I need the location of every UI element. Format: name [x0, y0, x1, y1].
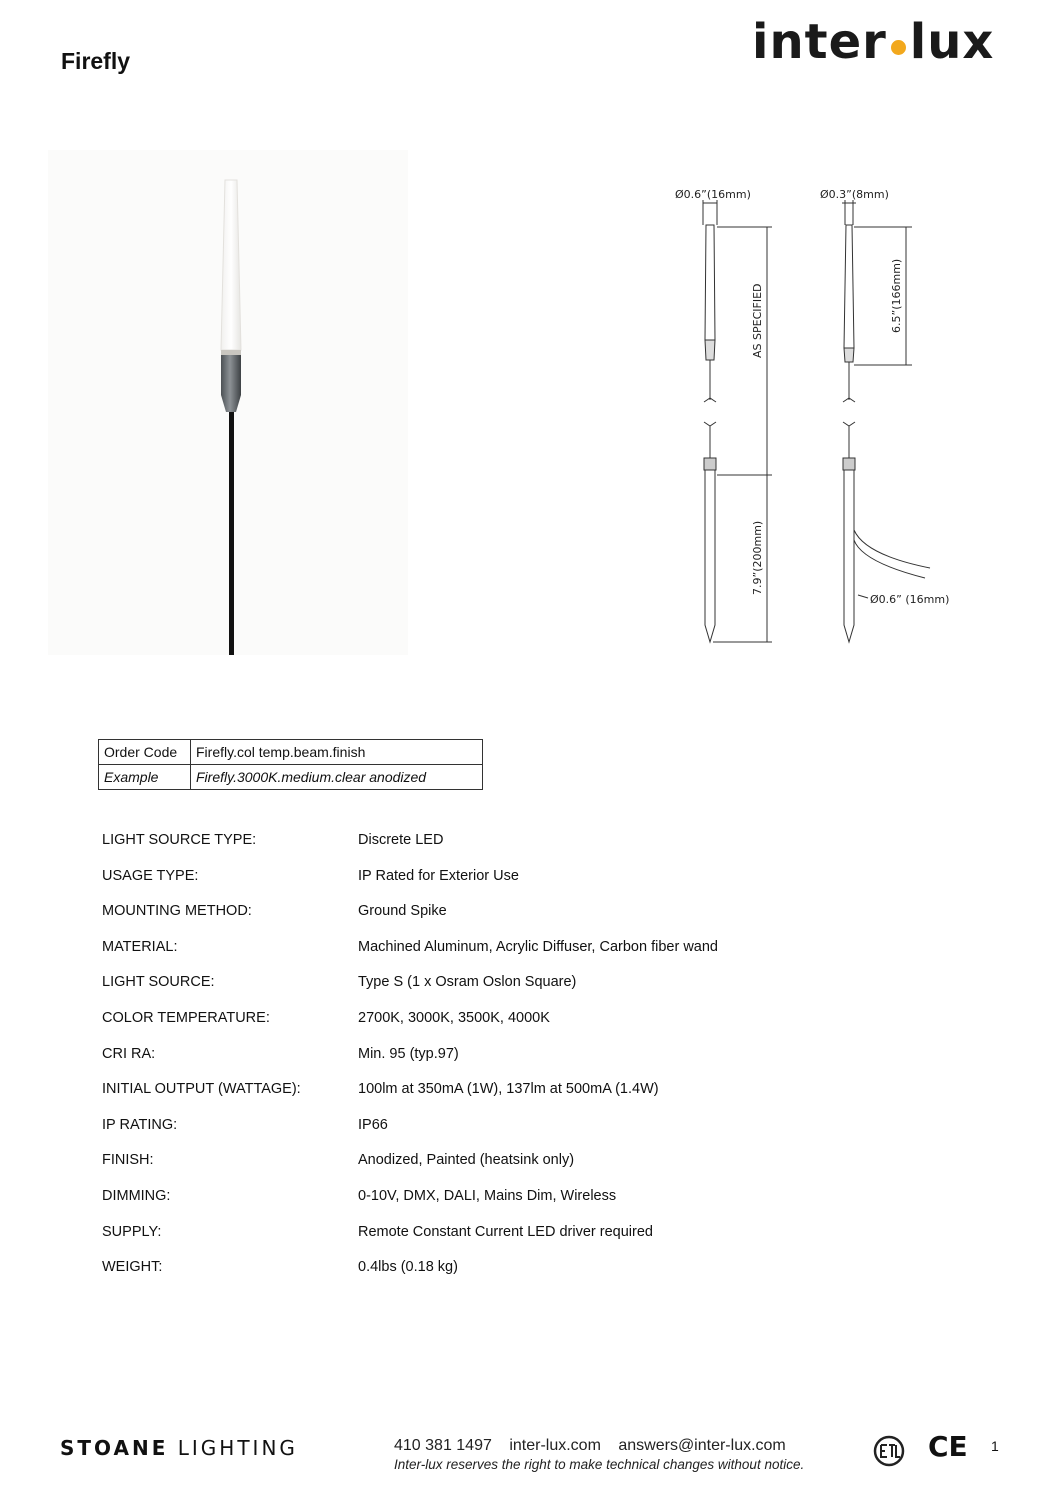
spec-label: LIGHT SOURCE TYPE:: [102, 832, 257, 848]
spec-value: 0-10V, DMX, DALI, Mains Dim, Wireless: [358, 1187, 617, 1204]
spec-label: FINISH:: [102, 1152, 154, 1169]
spec-label: USAGE TYPE:: [102, 867, 199, 884]
brand-bold: STOANE: [60, 1436, 169, 1460]
spec-label: DIMMING:: [102, 1187, 171, 1204]
spec-value: IP Rated for Exterior Use: [358, 867, 519, 884]
spec-label: MOUNTING METHOD:: [102, 903, 252, 920]
disclaimer: Inter-lux reserves the right to make technical changes without notice.: [394, 1457, 805, 1472]
product-photo: [48, 150, 408, 655]
page-number: 1: [991, 1438, 999, 1454]
spec-label: WEIGHT:: [102, 1259, 163, 1276]
spec-value: Remote Constant Current LED driver required: [358, 1223, 653, 1240]
etl-listed-icon: [872, 1434, 906, 1468]
spec-label: MATERIAL:: [102, 938, 178, 955]
spec-value: Ground Spike: [358, 903, 447, 920]
order-example-row: [99, 765, 483, 790]
contact-line: [394, 1437, 799, 1455]
order-code-label: Order Code: [99, 740, 191, 765]
spec-label: CRI RA:: [102, 1045, 156, 1062]
dimension-as-specified: AS SPECIFIED: [751, 283, 764, 358]
spec-label: IP RATING:: [102, 1116, 178, 1133]
spec-value: 100lm at 350mA (1W), 137lm at 500mA (1.4W): [358, 1081, 659, 1098]
ce-mark: CE: [928, 1430, 968, 1463]
spec-value: IP66: [358, 1116, 388, 1133]
logo-dot-icon: [891, 40, 906, 55]
interlux-logo: [752, 14, 994, 70]
spec-value: Discrete LED: [358, 832, 444, 848]
spec-value: 2700K, 3000K, 3500K, 4000K: [358, 1009, 550, 1026]
spec-value: Min. 95 (typ.97): [358, 1045, 459, 1062]
order-example-value: Firefly.3000K.medium.clear anodized: [191, 765, 483, 790]
spec-label: SUPPLY:: [102, 1223, 162, 1240]
spec-value: Type S (1 x Osram Oslon Square): [358, 974, 577, 991]
stoane-lighting-logo: [60, 1436, 298, 1460]
dimension-diameter-bottom: Ø0.6” (16mm): [870, 593, 950, 606]
website-link[interactable]: inter-lux.com: [509, 1437, 601, 1454]
order-code-row: [99, 740, 483, 765]
dimension-diameter-top-left: Ø0.6”(16mm): [675, 188, 751, 201]
brand-light: LIGHTING: [177, 1436, 298, 1460]
logo-text-right: lux: [909, 14, 995, 70]
email-link[interactable]: answers@inter-lux.com: [618, 1437, 786, 1454]
dimension-diameter-top-right: Ø0.3”(8mm): [820, 188, 889, 201]
order-example-label: Example: [99, 765, 191, 790]
phone-number: 410 381 1497: [394, 1437, 492, 1454]
spec-value: Machined Aluminum, Acrylic Diffuser, Carbon fiber wand: [358, 938, 718, 955]
logo-text-left: inter: [752, 14, 887, 70]
page-title: Firefly: [61, 48, 131, 74]
spec-label: LIGHT SOURCE:: [102, 974, 215, 991]
technical-drawing: [600, 170, 1012, 660]
spec-label: COLOR TEMPERATURE:: [102, 1009, 270, 1026]
dimension-upper-length: 6.5”(166mm): [890, 258, 903, 333]
order-code-value: Firefly.col temp.beam.finish: [191, 740, 483, 765]
order-code-table: [98, 739, 483, 790]
spec-value: Anodized, Painted (heatsink only): [358, 1152, 575, 1169]
dimension-lower-length: 7.9”(200mm): [751, 520, 764, 595]
spec-value: 0.4lbs (0.18 kg): [358, 1259, 458, 1276]
spec-label: INITIAL OUTPUT (WATTAGE):: [102, 1081, 301, 1098]
